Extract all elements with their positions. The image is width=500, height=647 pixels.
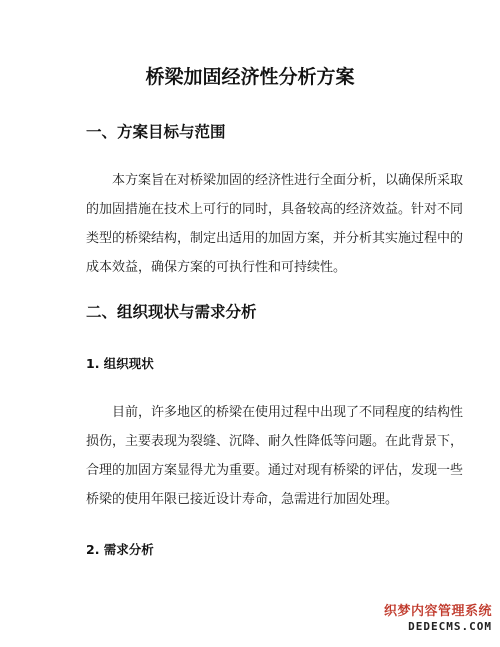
watermark-text-cn: 织梦内容管理系统 [383,604,492,619]
paragraph-line: 成本效益，确保方案的可执行性和可持续性。 [86,260,347,275]
paragraph-line: 类型的桥梁结构，制定出适用的加固方案，并分析其实施过程中的 [86,231,464,246]
subsection-heading-status: 1. 组织现状 [86,356,154,371]
watermark-text-en: DEDECMS.COM [408,620,492,633]
section-heading-status: 二、组织现状与需求分析 [86,303,257,321]
paragraph-line: 合理的加固方案显得尤为重要。通过对现有桥梁的评估，发现一些 [86,463,464,478]
paragraph-line: 的加固措施在技术上可行的同时，具备较高的经济效益。针对不同 [86,202,464,217]
paragraph-line: 目前，许多地区的桥梁在使用过程中出现了不同程度的结构性 [112,405,464,420]
paragraph-line: 损伤，主要表现为裂缝、沉降、耐久性降低等问题。在此背景下， [86,434,464,449]
document-title: 桥梁加固经济性分析方案 [145,66,355,88]
paragraph-status [86,398,464,514]
paragraph-goals [86,166,464,282]
watermark-logo [374,600,492,633]
subsection-heading-needs: 2. 需求分析 [86,542,154,557]
paragraph-line: 桥梁的使用年限已接近设计寿命，急需进行加固处理。 [86,492,399,507]
section-heading-goals: 一、方案目标与范围 [86,123,226,141]
paragraph-line: 本方案旨在对桥梁加固的经济性进行全面分析，以确保所采取 [112,173,464,188]
